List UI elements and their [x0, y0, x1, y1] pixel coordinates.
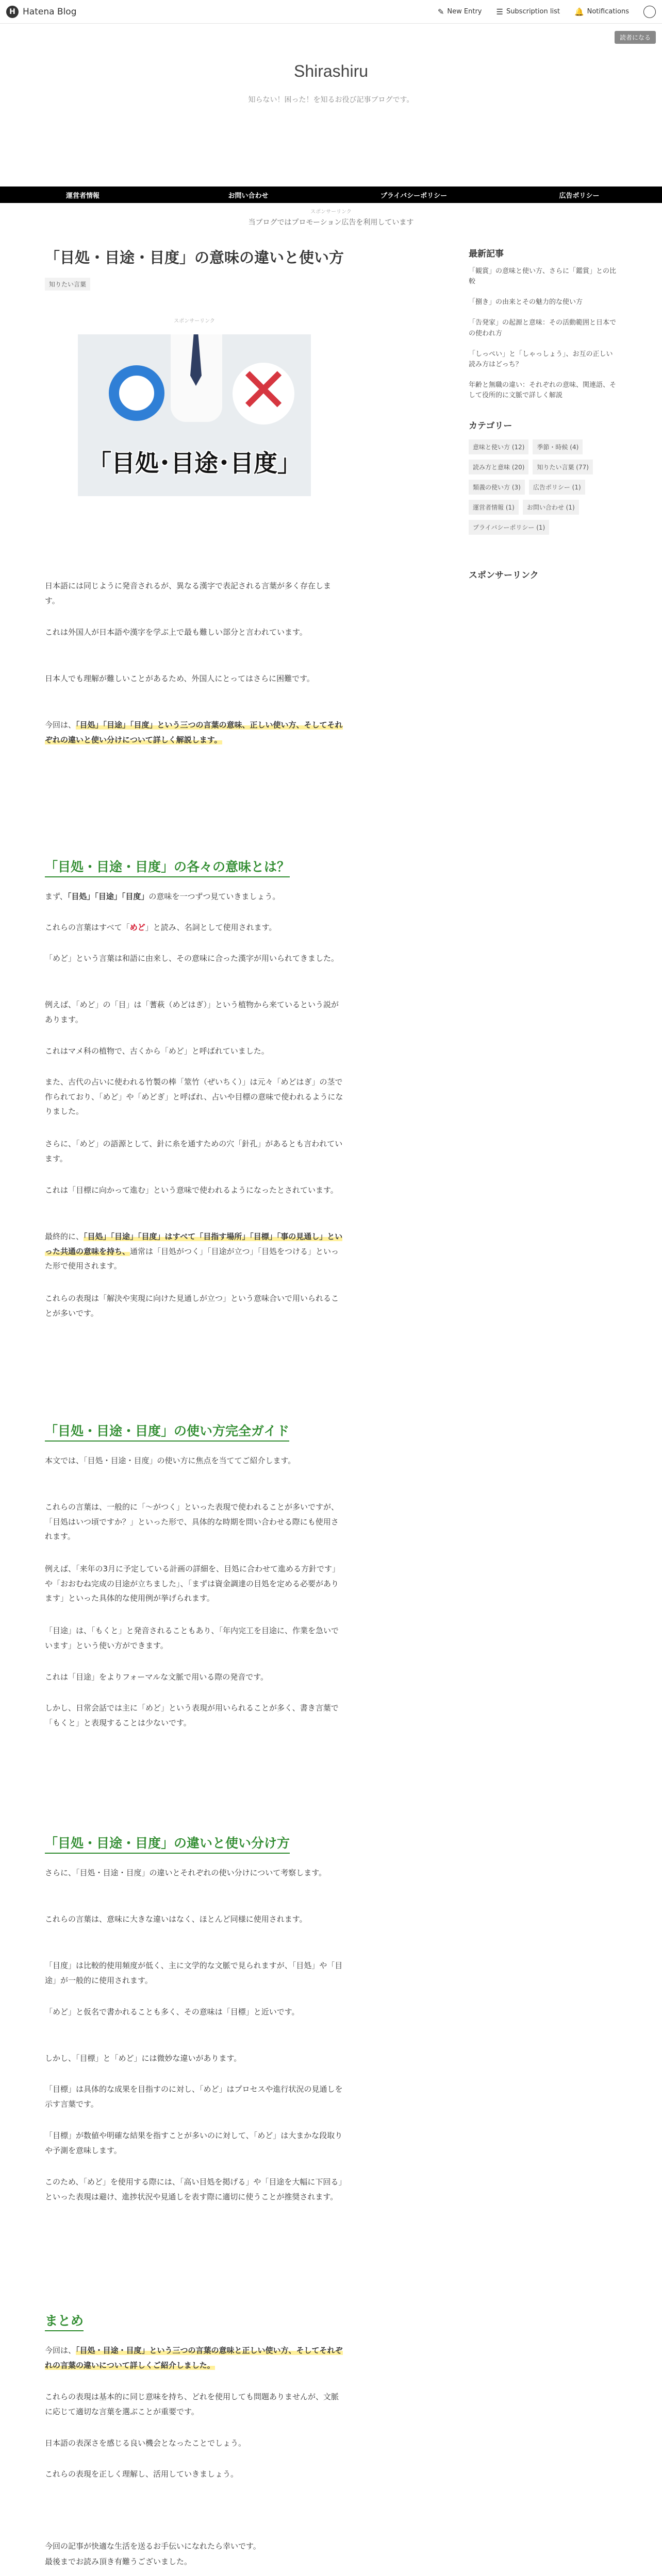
hatena-logo[interactable]	[6, 6, 77, 18]
usage-paragraph-4: 「目途」は、「もくと」と発音されることもあり、「年内完工を目途に、作業を急いでいます」という使い方ができます。	[45, 1626, 339, 1650]
subscribe-button[interactable]: 読者になる	[615, 31, 656, 44]
bell-icon: 🔔	[574, 7, 584, 16]
sidebar-sponsor-heading: スポンサーリンク	[469, 570, 539, 581]
user-avatar-icon[interactable]	[643, 6, 656, 18]
nav-item-ad-policy[interactable]: 広告ポリシー	[559, 192, 600, 200]
summary-paragraph-2: これらの表現は基本的に同じ意味を持ち、どれを使用しても問題ありませんが、文脈に応じて適切な言葉を選ぶことが重要です。	[45, 2392, 339, 2416]
cross-mark-icon: ✕	[237, 354, 290, 427]
nav-item-about[interactable]: 運営者情報	[65, 192, 100, 200]
meaning-paragraph-4: 例えば、「めど」の「目」は「蓍萩（めどはぎ）」という植物から来ているという説があります。	[45, 1000, 339, 1024]
pencil-icon: ✎	[437, 7, 444, 16]
article-sponsor-label: スポンサーリンク	[174, 318, 215, 324]
diff-paragraph-4: 「めど」と仮名で書かれることも多く、その意味は「目標」と近いです。	[45, 2007, 300, 2016]
category-tag[interactable]: 知りたい言葉 (77)	[533, 460, 592, 474]
usage-paragraph-3: 例えば、「来年の3月に予定している計画の詳細を、目処に合わせて進める方針です」や「おおむね完成の目途が立ちました」、「まずは資金調達の目処を定める必要があります」といった具体的な使用例が挙げられます。	[45, 1564, 340, 1603]
sidebar-category-heading: カテゴリー	[469, 421, 512, 432]
notifications-link[interactable]	[574, 7, 629, 16]
section-heading-usage: 「目処・目途・目度」の使い方完全ガイド	[45, 1421, 289, 1442]
hatena-logo-text: Hatena Blog	[23, 6, 77, 17]
hero-caption: 「目処･目途･目度」	[88, 449, 301, 477]
subscription-list-label: Subscription list	[506, 8, 560, 15]
meaning-paragraph-10: これらの表現は「解決や実現に向けた見通しが立つ」という意味合いで用いられることが多いです。	[45, 1294, 339, 1318]
diff-paragraph-5: しかし、「目標」と「めど」には微妙な違いがあります。	[45, 2054, 242, 2063]
recent-entries-list	[469, 266, 618, 401]
diff-paragraph-6: 「目標」は具体的な成果を目指すのに対し、「めど」はプロセスや進行状況の見通しを示す言葉です。	[45, 2084, 343, 2109]
recent-entry[interactable]: 「しっぺい」と「しゃっしょう」、お互の正しい読み方はどっち？	[469, 350, 613, 368]
section-heading-meaning: 「目処・目途・目度」の各々の意味とは？	[45, 857, 290, 877]
category-tag[interactable]: 意味と使い方 (12)	[469, 439, 528, 454]
closing-paragraph-1: 今回の記事が快適な生活を送るお手伝いになれたら幸いです。	[45, 2541, 261, 2551]
summary-paragraph-4: これらの表現を正しく理解し、活用していきましょう。	[45, 2469, 239, 2479]
category-tag[interactable]: 読み方と意味 (20)	[469, 460, 528, 474]
diff-paragraph-2: これらの言葉は、意味に大きな違いはなく、ほとんど同様に使用されます。	[45, 1914, 307, 1924]
recent-entry[interactable]: 年齢と無職の違い：それぞれの意味、関連語、そして役所的に文脈で詳しく解説	[469, 381, 617, 400]
category-tag[interactable]: 季節・時候 (4)	[533, 439, 583, 454]
intro-paragraph-2: これは外国人が日本語や漢字を学ぶ上で最も難しい部分と言われています。	[45, 628, 307, 637]
nav-item-contact[interactable]: お問い合わせ	[228, 192, 269, 200]
meaning-paragraph-9: 最終的に、「目処」「目途」「目度」はすべて「目指す場所」「目標」「事の見通し」といった共通の意味を持ち、通常は「目処がつく」「目途が立つ」「目処をつける」といった形で使用されます。	[45, 1232, 343, 1270]
diff-paragraph-3: 「目度」は比較的使用頻度が低く、主に文学的な文脈で見られますが、「目処」や「目途」が一般的に使用されます。	[45, 1961, 343, 1985]
list-icon: ☰	[496, 7, 503, 16]
section-heading-summary: まとめ	[45, 2311, 84, 2331]
sidebar-recent-heading: 最新記事	[469, 249, 504, 259]
usage-paragraph-6: しかし、日常会話では主に「めど」という表現が用いられることが多く、書き言葉で「もくと」と表現することは少ないです。	[45, 1703, 339, 1727]
meaning-paragraph-1: まず、「目処」「目途」「目度」の意味を一つずつ見ていきましょう。	[45, 892, 280, 901]
intro-paragraph-3: 日本人でも理解が難しいことがあるため、外国人にとってはさらに困難です。	[45, 674, 315, 683]
article-title: 「目処・目途・目度」の意味の違いと使い方	[45, 249, 344, 266]
promo-sponsor-label: スポンサーリンク	[310, 209, 352, 215]
blog-title[interactable]: Shirashiru	[293, 62, 369, 80]
closing-paragraph-2: 最後までお読み頂き有難うございました。	[45, 2557, 192, 2566]
meaning-paragraph-8: これは「目標に向かって進む」という意味で使われるようになったとされています。	[45, 1185, 338, 1195]
category-tag[interactable]: プライバシーポリシー (1)	[469, 520, 549, 535]
sidebar	[469, 246, 618, 2576]
promo-notice	[0, 203, 662, 246]
usage-paragraph-5: これは「目途」をよりフォーマルな文脈で用いる際の発音です。	[45, 1672, 269, 1682]
category-tag[interactable]: お問い合わせ (1)	[523, 500, 579, 515]
category-tag[interactable]: 類義の使い方 (3)	[469, 480, 525, 495]
notifications-label: Notifications	[587, 8, 629, 15]
article	[44, 246, 344, 2576]
blog-description: 知らない！困った！を知るお役び記事ブログです。	[248, 96, 414, 104]
circle-mark-icon	[109, 365, 164, 421]
intro-paragraph-1: 日本語には同じように発音されるが、異なる漢字で表記される言葉が多く存在します。	[45, 581, 332, 605]
usage-paragraph-1: 本文では、「目処・目途・目度」の使い方に焦点を当ててご紹介します。	[45, 1456, 296, 1465]
blog-header	[0, 24, 662, 187]
subscription-list-link[interactable]	[496, 7, 559, 16]
hatena-top-bar	[0, 0, 662, 24]
meaning-paragraph-6: また、古代の占いに使われる竹製の棒「筮竹（ぜいちく）」は元々「めどはぎ」の茎で作られており、「めど」や「めどぎ」と呼ばれ、占いや目標の意味で使われるようになりました。	[45, 1077, 343, 1116]
meaning-paragraph-5: これはマメ科の植物で、古くから「めど」と呼ばれていました。	[45, 1046, 269, 1056]
diff-paragraph-8: このため、「めど」を使用する際には、「高い目処を掲げる」や「目途を大幅に下回る」といった表現は避け、進捗状況や見通しを表す際に適切に使うことが推奨されます。	[45, 2177, 342, 2201]
promo-text: 当ブログではプロモーション広告を利用しています	[248, 218, 414, 227]
meaning-paragraph-3: 「めど」という言葉は和語に由来し、その意味に合った漢字が用いられてきました。	[45, 954, 339, 963]
hero-image	[78, 334, 311, 496]
new-entry-link[interactable]	[438, 7, 482, 16]
nav-item-privacy[interactable]: プライバシーポリシー	[380, 192, 448, 200]
usage-paragraph-2: これらの言葉は、一般的に「〜がつく」といった表現で使われることが多いですが、「目処はいつ頃ですか？」といった形で、具体的な時期を問い合わせる際にも使用されます。	[45, 1502, 339, 1541]
intro-highlight: 「目処」「目途」「目度」という三つの言葉の意味、正しい使い方、そしてそれぞれの違いと使い分けについて詳しく解説します。	[45, 720, 343, 744]
meaning-paragraph-7: さらに、「めど」の語源として、針に糸を通すための穴「針孔」があるとも言われています。	[45, 1139, 343, 1163]
summary-paragraph-3: 日本語の表深さを感じる良い機会となったことでしょう。	[45, 2438, 246, 2448]
meaning-paragraph-2: これらの言葉はすべて「めど」と読み、名詞として使用されます。	[45, 923, 277, 932]
summary-paragraph-1: 今回は、「目処・目途・目度」という三つの言葉の意味と正しい使い方、そしてそれぞれの言葉の違いについて詳しくご紹介しました。	[45, 2346, 343, 2370]
new-entry-label: New Entry	[447, 8, 482, 15]
article-category[interactable]: 知りたい言葉	[45, 278, 90, 291]
category-tag[interactable]: 広告ポリシー (1)	[529, 480, 585, 495]
category-list	[469, 439, 618, 535]
hatena-logo-icon: H	[6, 6, 19, 18]
intro-paragraph-4: 今回は、「目処」「目途」「目度」という三つの言葉の意味、正しい使い方、そしてそれぞれの違いと使い分けについて詳しく解説します。	[45, 720, 343, 744]
recent-entry[interactable]: 「観賞」の意味と使い方、さらに「鑑賞」との比較	[469, 267, 617, 286]
diff-paragraph-7: 「目標」が数値や明確な結果を指すことが多いのに対して、「めど」は大まかな段取りや予測を意味します。	[45, 2131, 343, 2155]
global-nav	[0, 187, 662, 203]
category-tag[interactable]: 運営者情報 (1)	[469, 500, 519, 515]
recent-entry[interactable]: 「捌き」の由来とその魅力的な使い方	[469, 298, 583, 307]
diff-paragraph-1: さらに、「目処・目途・目度」の違いとそれぞれの使い分けについて考察します。	[45, 1868, 327, 1877]
section-heading-difference: 「目処・目途・目度」の違いと使い分け方	[45, 1833, 290, 1854]
recent-entry[interactable]: 「告発家」の起源と意味：その活動範囲と日本での使われ方	[469, 319, 617, 337]
